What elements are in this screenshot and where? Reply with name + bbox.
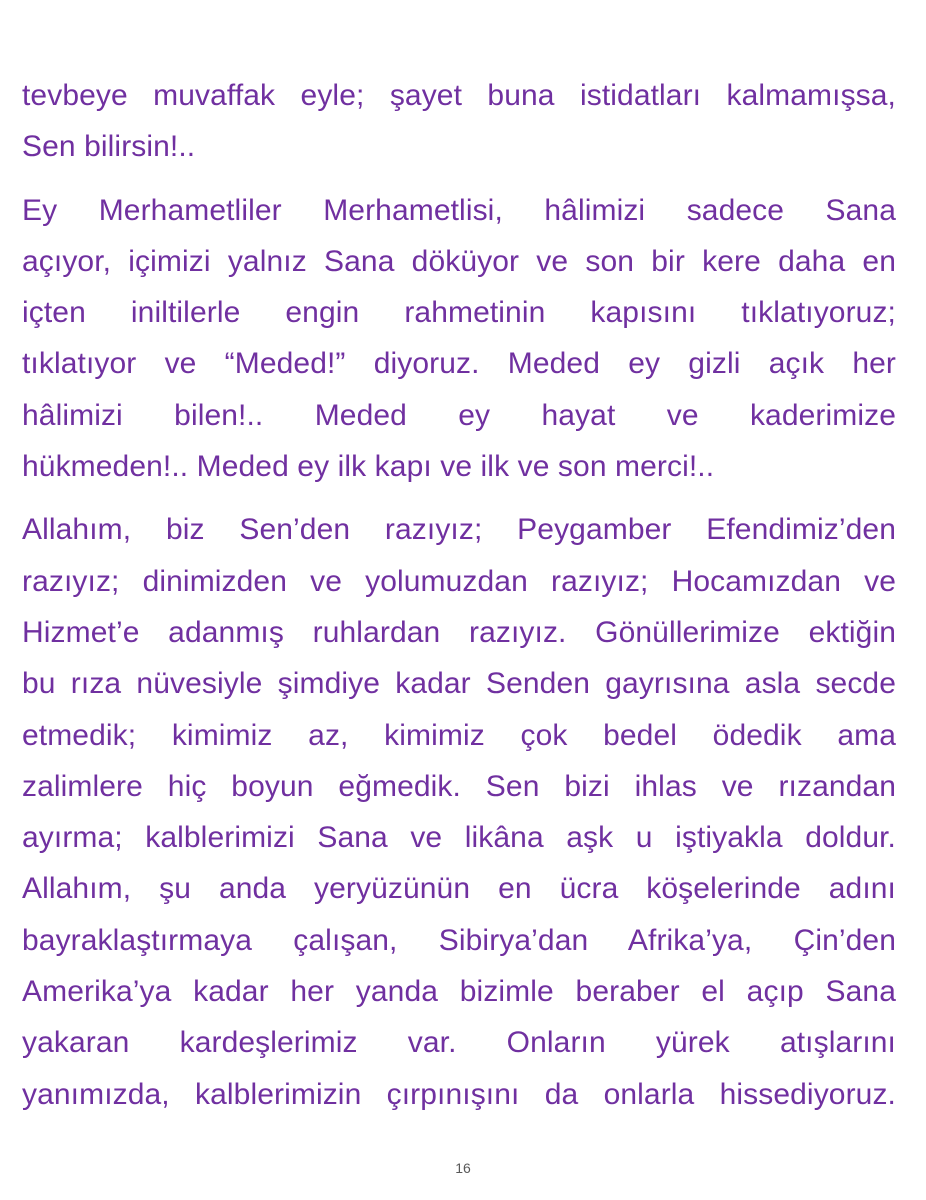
text-line: içten iniltilerle engin rahmetinin kapısını tıklatıyoruz; <box>22 296 896 330</box>
text-line: tevbeye muvaffak eyle; şayet buna istidatları kalmamışsa, <box>22 79 896 112</box>
text-line: tıklatıyor ve “Meded!” diyoruz. Meded ey gizli açık her <box>22 347 896 381</box>
text-line: yanımızda, kalblerimizin çırpınışını da onlarla hissediyoruz. <box>22 1077 896 1111</box>
text-line: zalimlere hiç boyun eğmedik. Sen bizi ihlas ve rızandan <box>22 769 896 803</box>
paragraph-3 <box>22 504 896 1120</box>
text-line: razıyız; dinimizden ve yolumuzdan razıyız; Hocamızdan ve <box>22 564 896 598</box>
text-line: Allahım, şu anda yeryüzünün en ücra köşelerinde adını <box>22 872 896 906</box>
paragraph-1 <box>22 70 896 173</box>
text-line: Ey Merhametliler Merhametlisi, hâlimizi sadece Sana <box>22 193 896 227</box>
paragraph-2 <box>22 185 896 493</box>
text-line: Hizmet’e adanmış ruhlardan razıyız. Gönüllerimize ektiğin <box>22 615 896 649</box>
text-line: Sen bilirsin!.. <box>22 130 196 164</box>
text-line: etmedik; kimimiz az, kimimiz çok bedel ödedik ama <box>22 718 896 752</box>
text-line: yakaran kardeşlerimiz var. Onların yürek atışlarını <box>22 1026 896 1060</box>
text-line: Allahım, biz Sen’den razıyız; Peygamber Efendimiz’den <box>22 513 896 547</box>
text-line: Amerika’ya kadar her yanda bizimle beraber el açıp Sana <box>22 975 896 1009</box>
page-number: 16 <box>455 1160 471 1176</box>
text-line: bu rıza nüvesiyle şimdiye kadar Senden gayrısına asla secde <box>22 667 896 701</box>
text-line: hükmeden!.. Meded ey ilk kapı ve ilk ve son merci!.. <box>22 450 715 484</box>
page-body <box>22 70 896 1132</box>
text-line: bayraklaştırmaya çalışan, Sibirya’dan Afrika’ya, Çin’den <box>22 923 896 957</box>
text-line: hâlimizi bilen!.. Meded ey hayat ve kaderimize <box>22 398 896 432</box>
text-line: ayırma; kalblerimizi Sana ve likâna aşk u iştiyakla doldur. <box>22 821 896 855</box>
text-line: açıyor, içimizi yalnız Sana döküyor ve son bir kere daha en <box>22 244 896 278</box>
